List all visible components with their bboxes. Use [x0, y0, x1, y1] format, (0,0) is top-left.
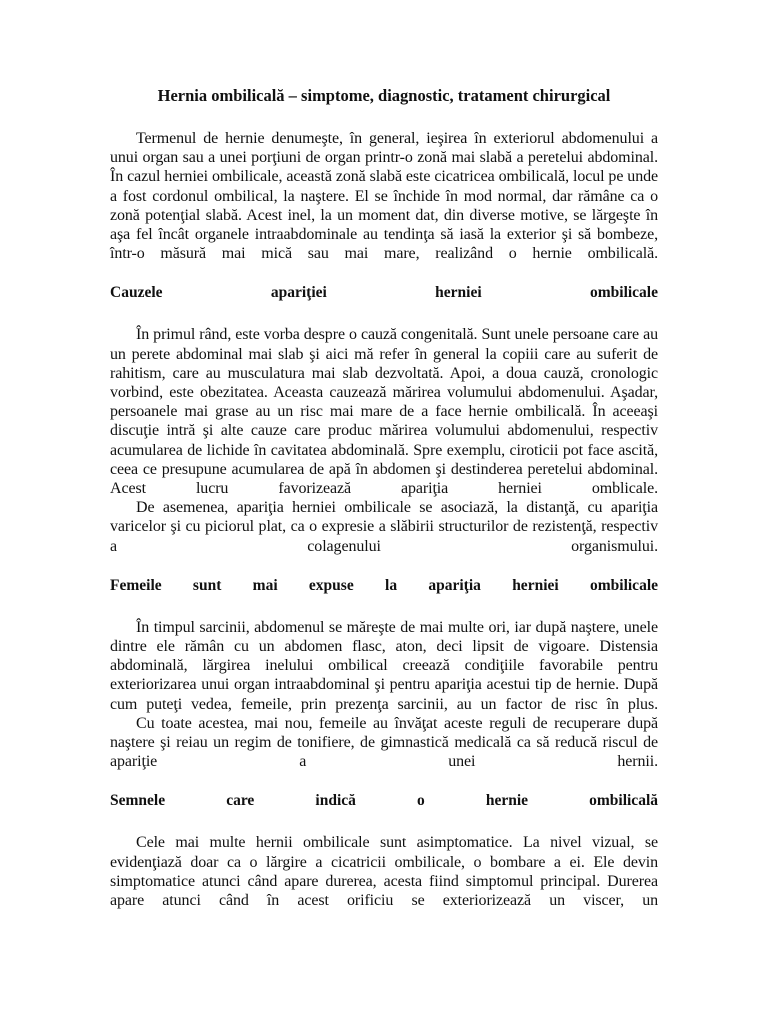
causes-paragraph-1: În primul rând, este vorba despre o cauză congenitală. Sunt unele persoane care au un perete abdominal mai slab şi aici mă refer în general la copiii care au suferit de rahitism, care au musculatura mai slab dezvoltată. Apoi, a doua cauză, cronologic vorbind, este obezitatea. Aceasta cauzează mărirea volumului abdomenului. Aşadar, persoanele mai grase au un risc mai mare de a face hernie ombilicală. În aceeaşi discuţie intră şi alte cauze care produc mărirea volumului abdomenului, respectiv acumularea de lichide în cavitatea abdominală. Spre exemplu, ciroticii pot face ascită, ceea ce presupune acumularea de apă în abdomen şi destinderea peretelui abdominal. Acest lucru favorizează apariţia herniei omblicale. — [110, 326, 658, 498]
women-paragraph-1: În timpul sarcinii, abdomenul se măreşte de mai multe ori, iar după naştere, unele dintre ele rămân cu un abdomen flasc, aton, deci lipsit de vigoare. Distensia abdominală, lărgirea inelului ombilical creează condiţiile favorabile pentru exteriorizarea unui organ intraabdominal şi pentru apariţia acestui tip de hernie. După cum puteţi vedea, femeile, prin prezenţa sarcinii, au un factor de risc în plus. — [110, 618, 658, 713]
women-paragraph-2: Cu toate acestea, mai nou, femeile au învăţat aceste reguli de recuperare după naştere şi reiau un regim de tonifiere, de gimnastică medicală ca să reducă riscul de apariţie a unei hernii. — [110, 714, 658, 771]
section-heading-signs: Semnele care indică o hernie ombilicală — [110, 792, 658, 810]
causes-paragraph-2: De asemenea, apariţia herniei ombilicale se asociază, la distanţă, cu apariţia varicelor şi cu piciorul plat, ca o expresie a slăbirii structurilor de rezistenţă, respectiv a colagenului organismului. — [110, 499, 658, 555]
section-heading-causes: Cauzele apariţiei herniei ombilicale — [110, 284, 658, 302]
section-heading-women: Femeile sunt mai expuse la apariţia herniei ombilicale — [110, 576, 658, 594]
document-title: Hernia ombilicală – simptome, diagnostic, tratament chirurgical — [157, 86, 611, 105]
intro-paragraph: Termenul de hernie denumeşte, în general, ieşirea în exteriorul abdomenului a unui organ sau a unei porţiuni de organ printr-o zonă mai slabă a peretelui abdominal. În cazul herniei ombilicale, această zonă slabă este cicatricea ombilicală, locul pe unde a fost cordonul ombilical, la naştere. El se închide în mod normal, dar rămâne ca o zonă potenţial slabă. Acest inel, la un moment dat, din diverse motive, se lărgeşte în aşa fel încât organele intraabdominale au tendinţa să iasă la exterior şi să bombeze, într-o măsură mai mică sau mai mare, realizând o hernie ombilicală. — [110, 130, 658, 263]
signs-paragraph-1: Cele mai multe hernii ombilicale sunt asimptomatice. La nivel vizual, se evidenţiază doar ca o lărgire a cicatricii ombilicale, o bombare a ei. Ele devin simptomatice atunci când apare durerea, acesta fiind simptomul principal. Durerea apare atunci când în acest orificiu se exteriorizează un viscer, un — [110, 834, 658, 910]
